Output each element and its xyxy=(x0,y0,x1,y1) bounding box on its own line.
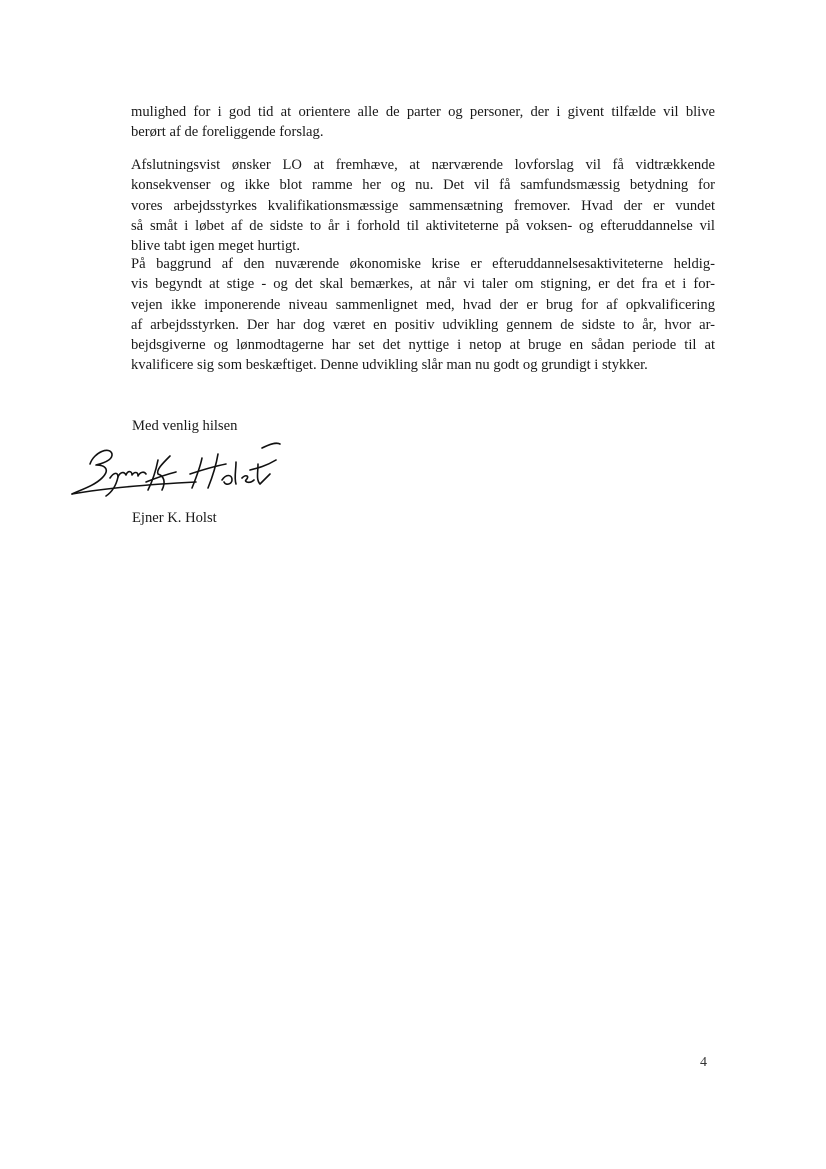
text-line: vores arbejdsstyrkes kvalifikationsmæssige sammensætning fremover. Hvad der er vundet xyxy=(131,197,715,214)
closing-salutation: Med venlig hilsen xyxy=(132,418,238,434)
text-line: så småt i løbet af de sidste to år i forhold til aktiviteterne på voksen- og efteruddannelse vil xyxy=(131,217,715,234)
paragraph-3 xyxy=(131,254,715,376)
text-line: kvalificere sig som beskæftiget. Denne udvikling slår man nu godt og grundigt i stykker. xyxy=(131,357,648,374)
text-line: blive tabt igen meget hurtigt. xyxy=(131,238,301,255)
text-line: mulighed for i god tid at orientere alle de parter og personer, der i givent tilfælde vil blive xyxy=(131,104,715,120)
text-line: vejen ikke imponerende niveau sammenlignet med, hvad der er brug for af opkvalificering xyxy=(131,296,715,313)
paragraph-2 xyxy=(131,155,715,256)
text-line: konsekvenser og ikke blot ramme her og nu. Det vil få samfundsmæssig betydning for xyxy=(131,177,715,194)
page-number: 4 xyxy=(700,1055,707,1070)
signer-name: Ejner K. Holst xyxy=(132,510,217,526)
paragraph-1 xyxy=(131,102,715,143)
handwritten-signature xyxy=(66,434,286,514)
text-line: vis begyndt at stige - og det skal bemærkes, at når vi taler om stigning, er det fra et i for- xyxy=(131,276,715,293)
text-line: af arbejdsstyrken. Der har dog været en positiv udvikling gennem de sidste to år, hvor ar- xyxy=(131,316,715,333)
text-line: Afslutningsvist ønsker LO at fremhæve, at nærværende lovforslag vil få vidtrækkende xyxy=(131,157,715,173)
text-line: På baggrund af den nuværende økonomiske krise er efteruddannelsesaktiviteterne heldig- xyxy=(131,256,715,272)
text-line: bejdsgiverne og lønmodtagerne har set det nyttige i netop at bruge en sådan periode til at xyxy=(131,337,715,354)
text-line: berørt af de foreliggende forslag. xyxy=(131,124,324,141)
